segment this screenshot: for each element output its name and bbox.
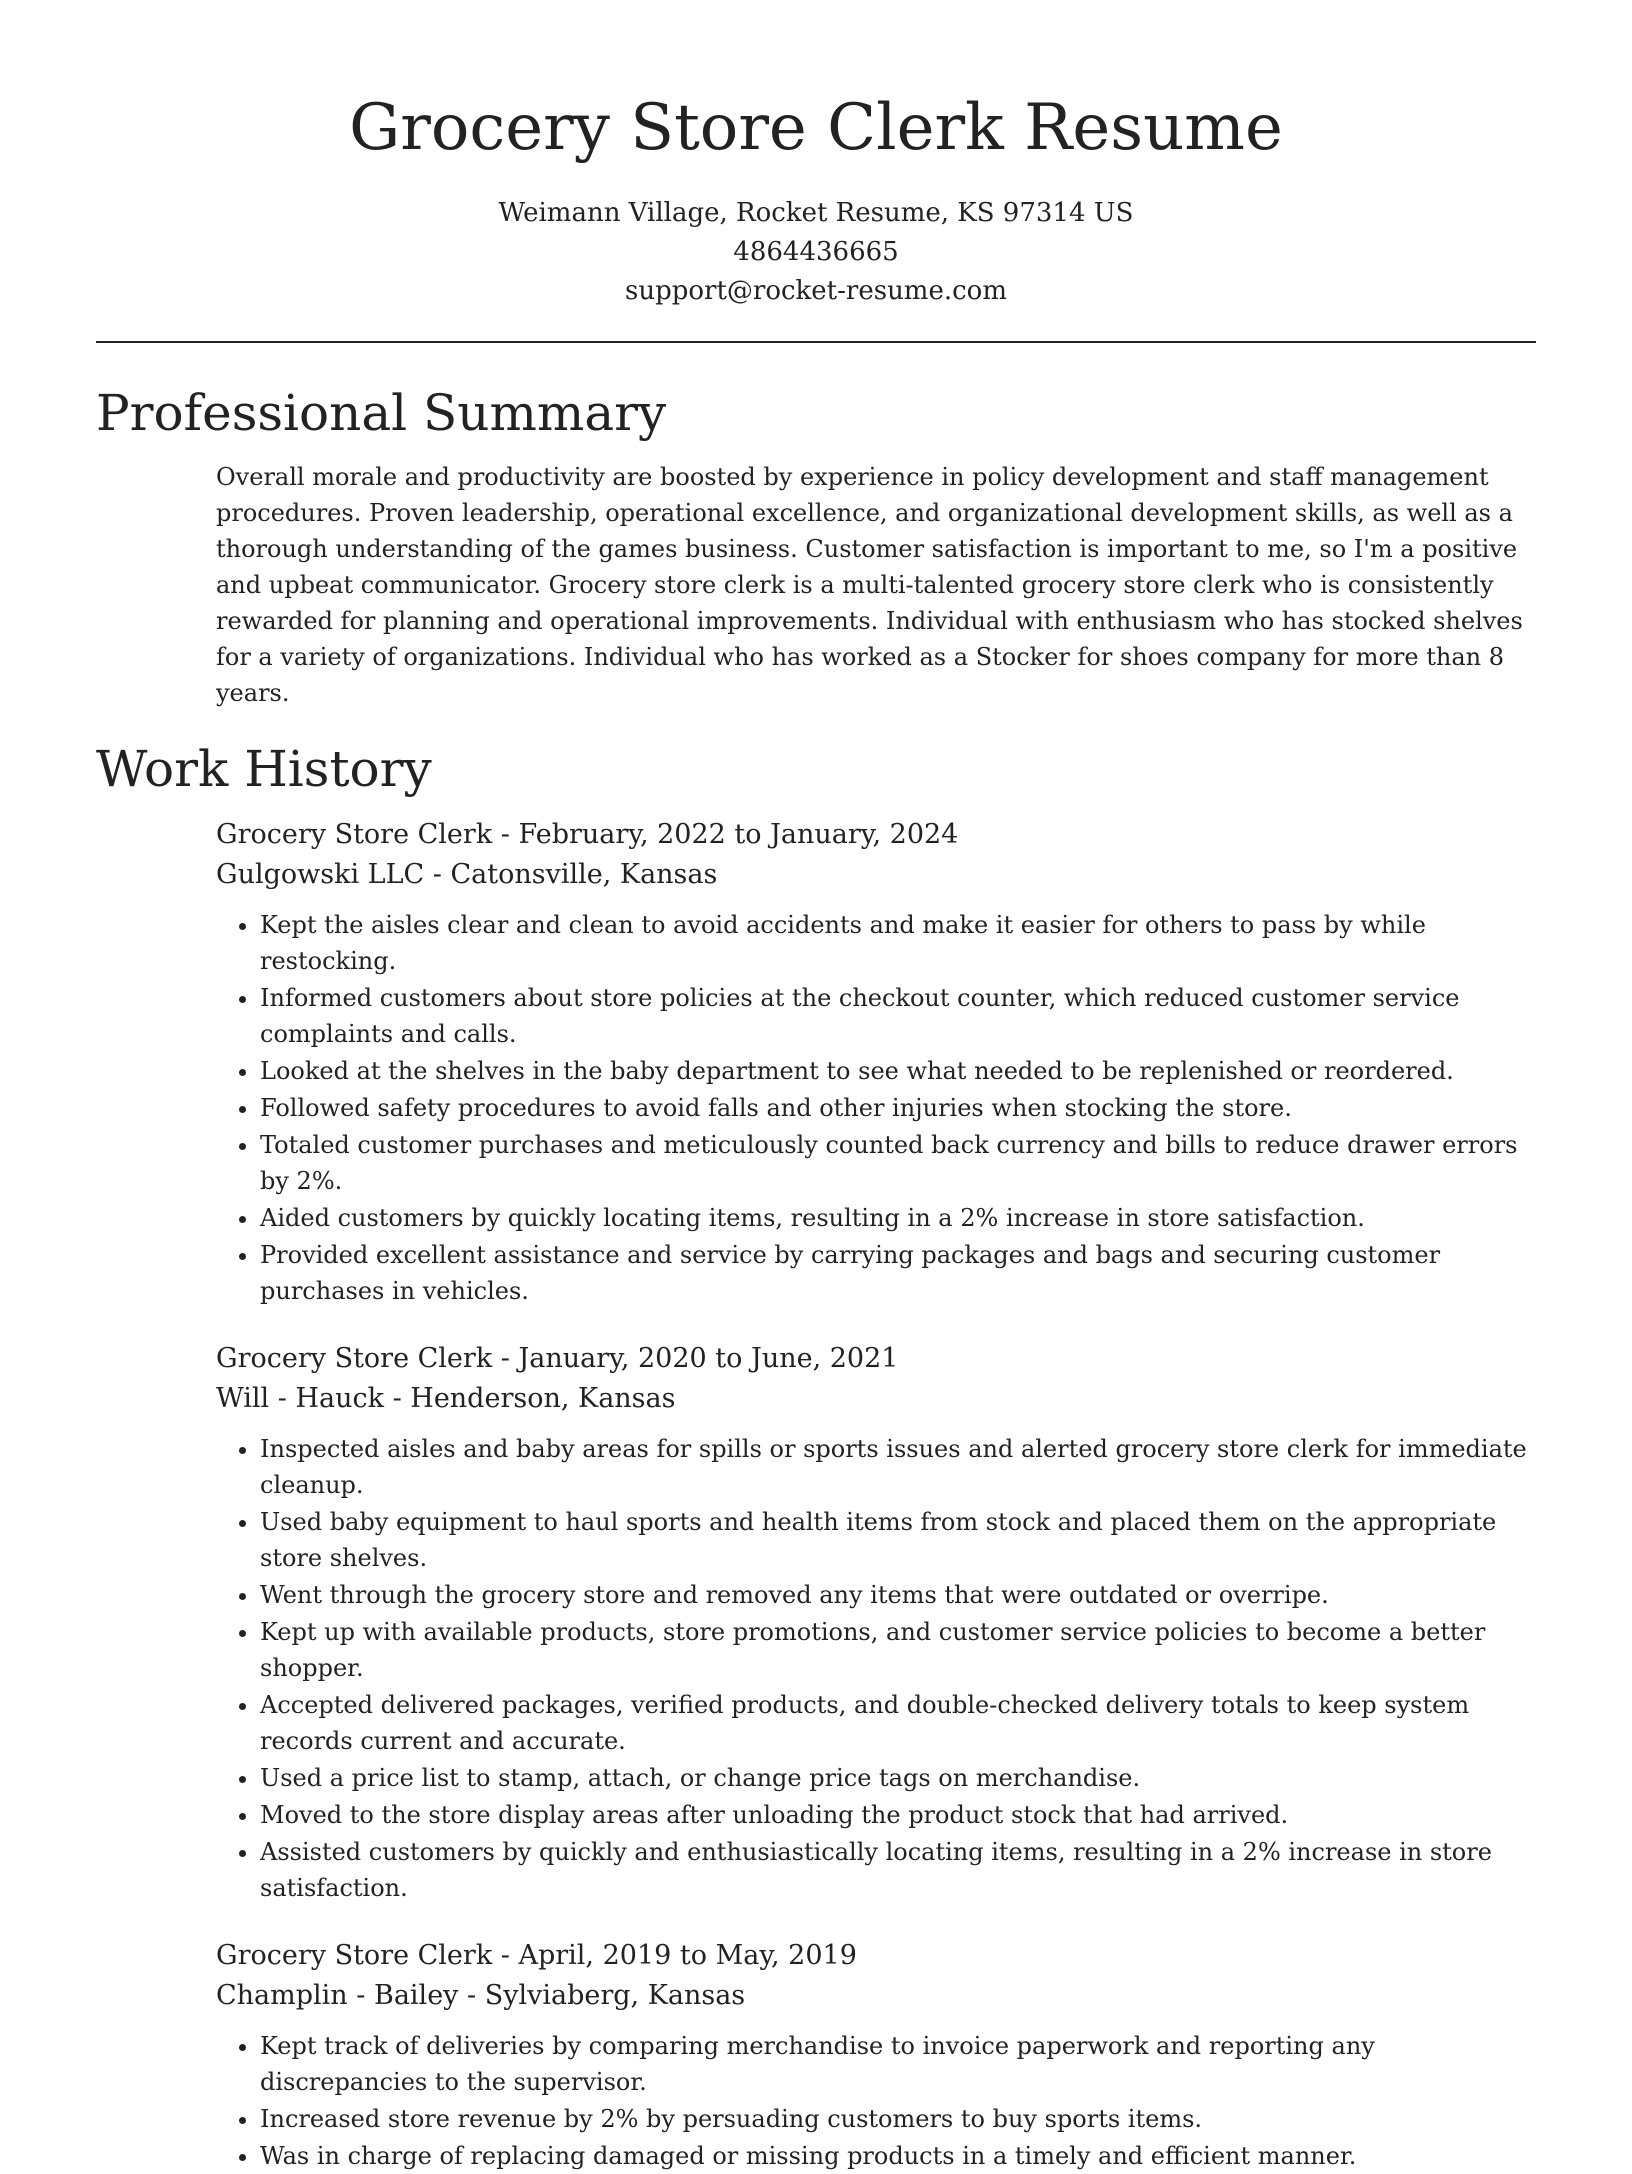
- job-bullet: • Looked at the shelves in the baby department to see what needed to be replenished or reordered.: [260, 1053, 1542, 1089]
- job-bullet: • Followed safety procedures to avoid falls and other injuries when stocking the store.: [260, 1090, 1542, 1126]
- header-divider: [96, 341, 1536, 343]
- job-entry: [216, 815, 1542, 1309]
- summary-heading: Professional Summary: [96, 384, 667, 442]
- job-bullet: • Was in charge of replacing damaged or missing products in a timely and efficient manner.: [260, 2138, 1542, 2174]
- job-bullet: • Used a price list to stamp, attach, or change price tags on merchandise.: [260, 1760, 1542, 1796]
- job-title-line: Grocery Store Clerk - April, 2019 to May, 2019: [216, 1940, 857, 1971]
- job-entry: [216, 1339, 1542, 1906]
- job-bullet: • Moved to the store display areas after unloading the product stock that had arrived.: [260, 1797, 1542, 1833]
- job-bullet: • Kept up with available products, store promotions, and customer service policies to become a better shopper.: [260, 1614, 1542, 1686]
- contact-phone: 4864436665: [733, 237, 899, 267]
- contact-info: [0, 194, 1632, 311]
- resume-title: Grocery Store Clerk Resume: [349, 91, 1283, 165]
- summary-text: Overall morale and productivity are boosted by experience in policy development and staff management procedures. Proven leadership, operational excellence, and organizational development skills, as well as a thorough understanding of the games business. Customer satisfaction is important to me, so I'm a positive and upbeat communicator. Grocery store clerk is a multi-talented grocery store clerk who is consistently rewarded for planning and operational improvements. Individual with enthusiasm who has stocked shelves for a variety of organizations. Individual who has worked as a Stocker for shoes company for more than 8 years.: [216, 463, 1523, 707]
- work-history-heading: Work History: [96, 740, 432, 798]
- job-entry: [216, 1936, 1542, 2174]
- job-bullet: • Aided customers by quickly locating items, resulting in a 2% increase in store satisfaction.: [260, 1200, 1542, 1236]
- job-bullet: • Provided excellent assistance and service by carrying packages and bags and securing customer purchases in vehicles.: [260, 1237, 1542, 1309]
- job-bullet: • Used baby equipment to haul sports and health items from stock and placed them on the appropriate store shelves.: [260, 1504, 1542, 1576]
- job-bullet-list: [216, 907, 1542, 1309]
- job-title-line: Grocery Store Clerk - January, 2020 to June, 2021: [216, 1343, 899, 1374]
- resume-header: [0, 0, 1632, 311]
- contact-address: Weimann Village, Rocket Resume, KS 97314 US: [498, 198, 1134, 228]
- contact-email: support@rocket-resume.com: [624, 276, 1007, 306]
- job-bullet-list: [216, 1431, 1542, 1906]
- job-bullet: • Inspected aisles and baby areas for spills or sports issues and alerted grocery store clerk for immediate cleanup.: [260, 1431, 1542, 1503]
- job-bullet: • Kept track of deliveries by comparing merchandise to invoice paperwork and reporting any discrepancies to the supervisor.: [260, 2028, 1542, 2100]
- job-company-line: Will - Hauck - Henderson, Kansas: [216, 1383, 676, 1414]
- job-company-line: Gulgowski LLC - Catonsville, Kansas: [216, 859, 718, 890]
- job-bullet: • Increased store revenue by 2% by persuading customers to buy sports items.: [260, 2101, 1542, 2137]
- job-bullet: • Informed customers about store policies at the checkout counter, which reduced customer service complaints and calls.: [260, 980, 1542, 1052]
- job-bullet: • Went through the grocery store and removed any items that were outdated or overripe.: [260, 1577, 1542, 1613]
- job-title-line: Grocery Store Clerk - February, 2022 to January, 2024: [216, 819, 959, 850]
- job-bullet: • Accepted delivered packages, verified products, and double-checked delivery totals to keep system records current and accurate.: [260, 1687, 1542, 1759]
- work-history-section: [0, 737, 1632, 2174]
- job-bullet: • Assisted customers by quickly and enthusiastically locating items, resulting in a 2% increase in store satisfaction.: [260, 1834, 1542, 1906]
- job-company-line: Champlin - Bailey - Sylviaberg, Kansas: [216, 1980, 746, 2011]
- job-bullet-list: [216, 2028, 1542, 2174]
- job-bullet: • Kept the aisles clear and clean to avoid accidents and make it easier for others to pass by while restocking.: [260, 907, 1542, 979]
- summary-section: [0, 381, 1632, 711]
- job-bullet: • Totaled customer purchases and meticulously counted back currency and bills to reduce drawer errors by 2%.: [260, 1127, 1542, 1199]
